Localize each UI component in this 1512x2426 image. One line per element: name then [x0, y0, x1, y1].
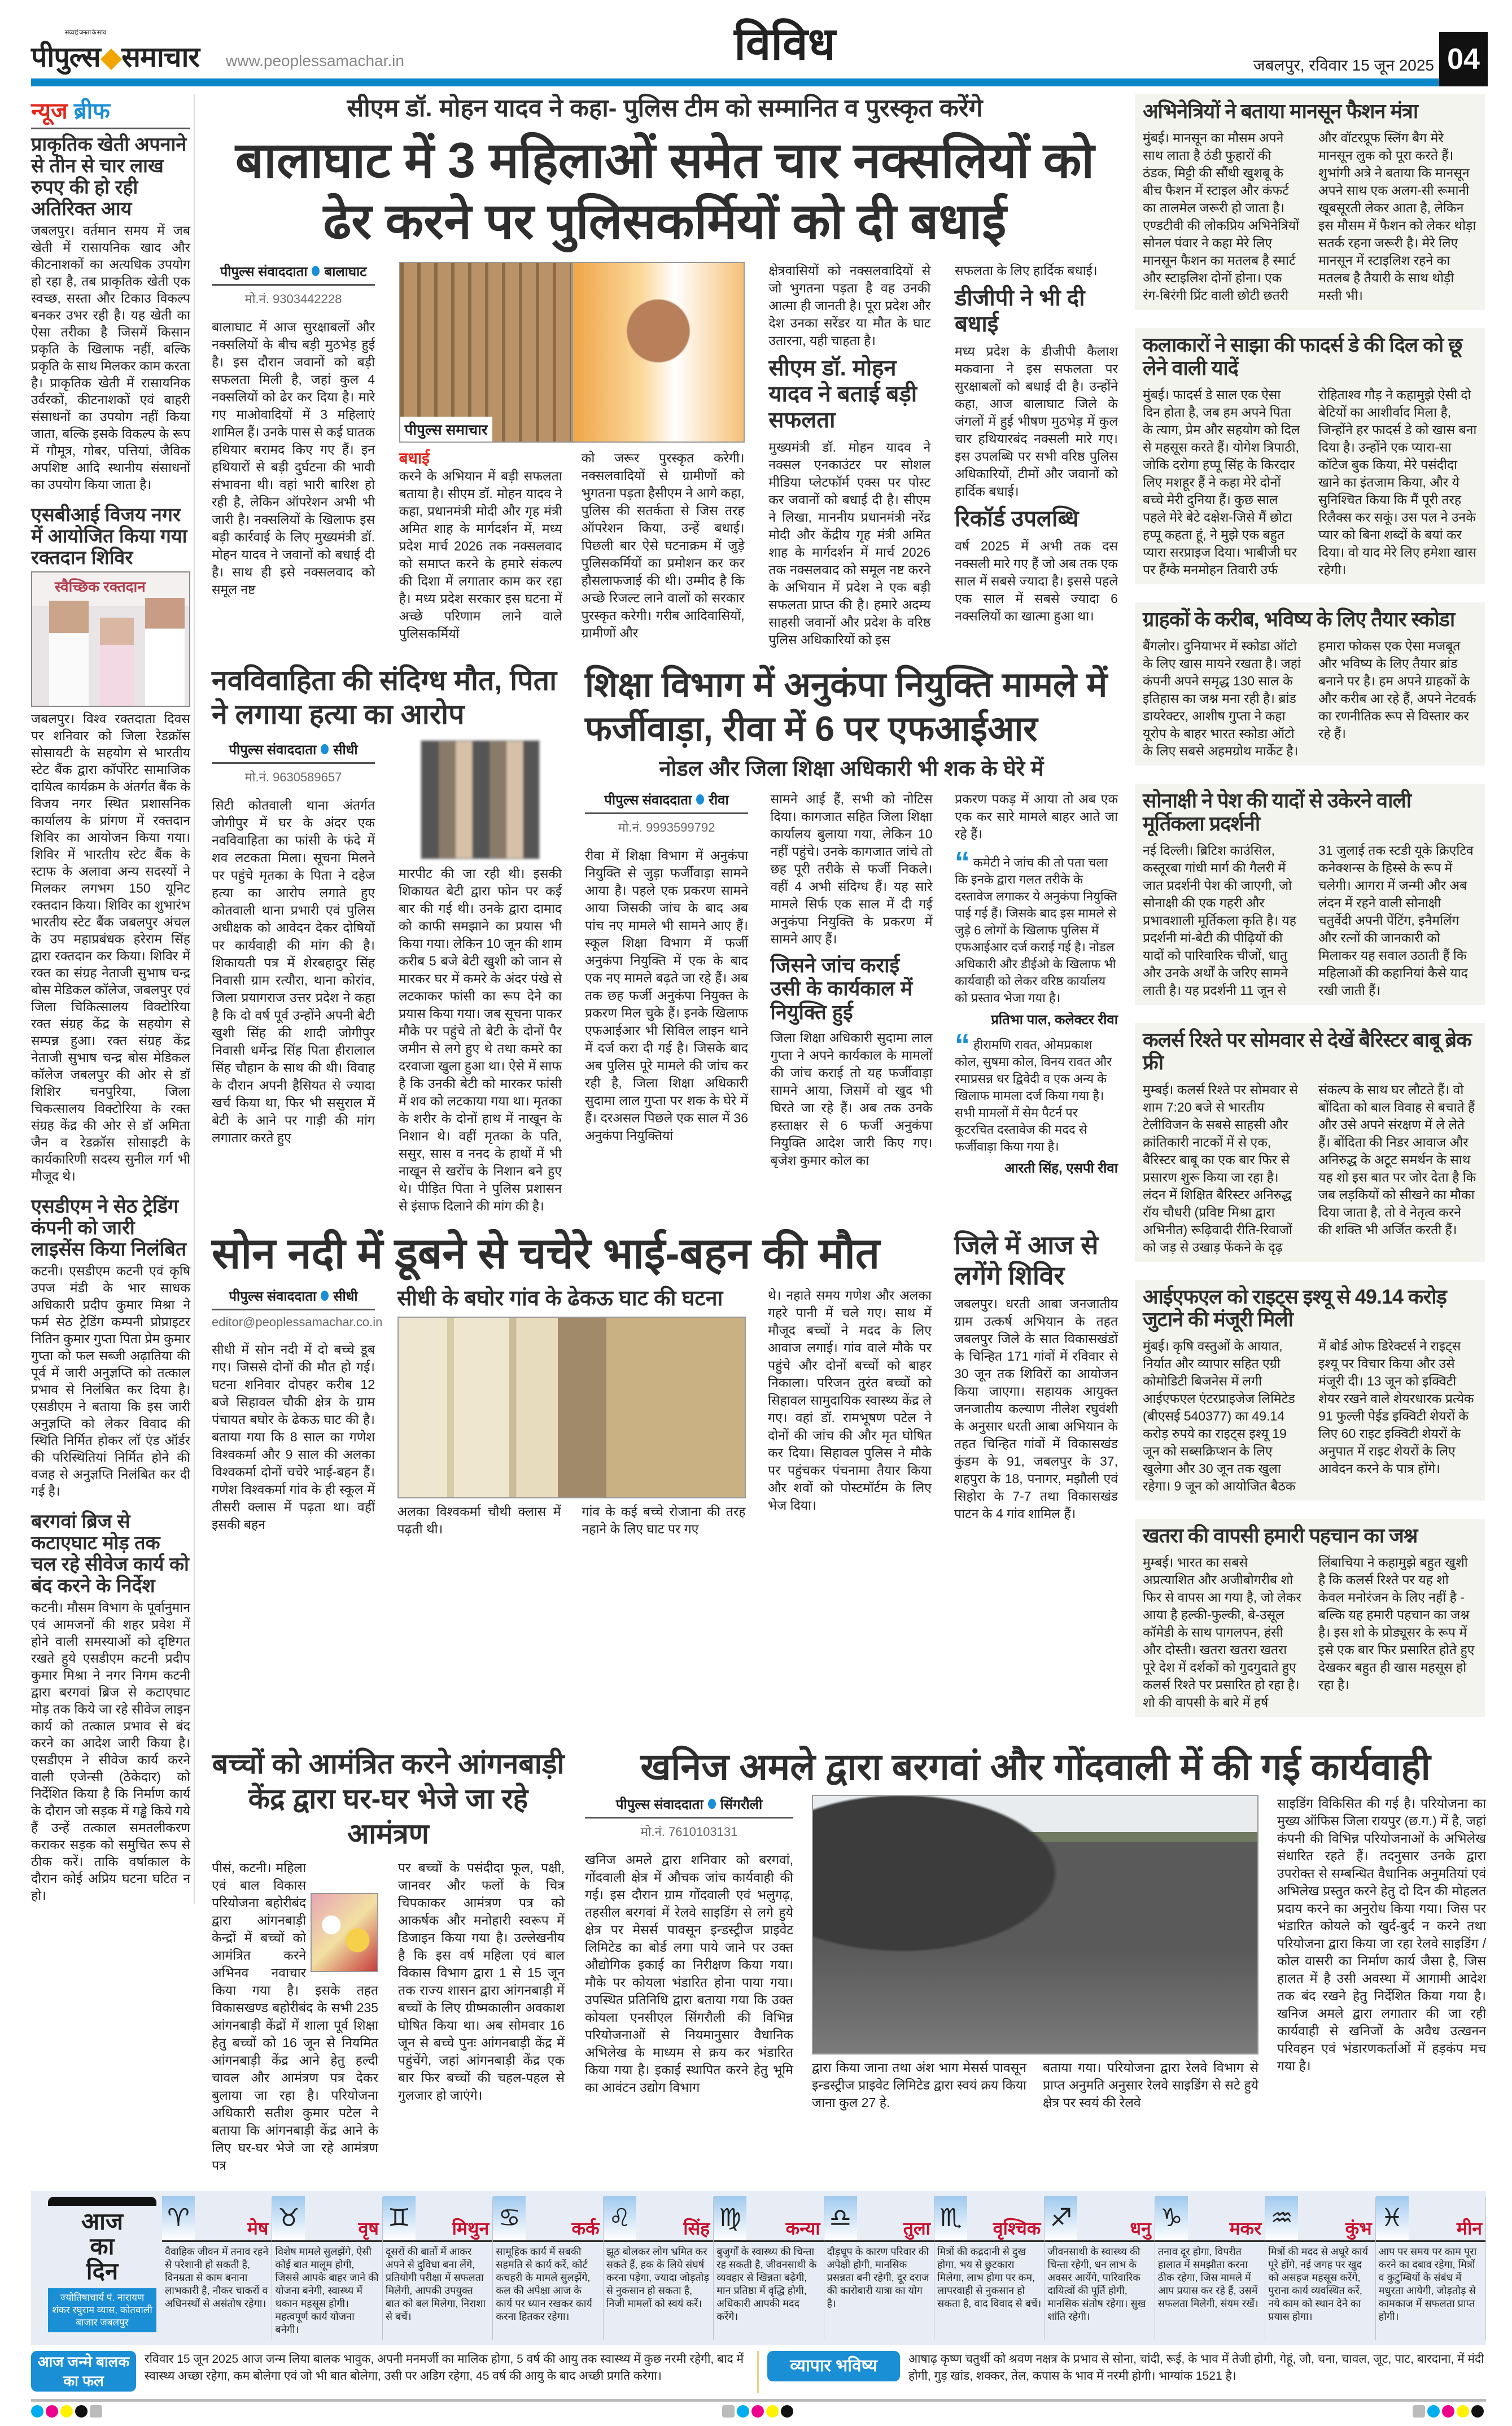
trade-forecast-text: आषाढ़ कृष्ण चतुर्थी को श्रवण नक्षत्र के प्रभाव से सोना, चांदी, रूई, के भाव में तेजी होगी, गेहूं, जौ, चना, चावल, जूट, पाट, बारदाना, में मंदी होगी, गुड़ खांड, शक्कर, तेल, कपास के भाव में नरमी होगी। भाग्यांक 1521 है। [908, 2353, 1484, 2383]
zodiac-cell-8 [1045, 2197, 1155, 2340]
brief-body: जबलपुर। विश्व रक्तदाता दिवस पर शनिवार को जिला रेडक्रॉस सोसायटी के सहयोग से भारतीय स्टेट बैंक द्वारा कॉर्पोरेट सामाजिक दायित्व कार्यक्रम के अंतर्गत बैंक के विजय नगर स्थित प्रशासनिक कार्यालय के प्रांगण में रक्तदान शिविर का आयोजन किया गया। शिविर में भारतीय स्टेट बैंक के स्टाफ के अलावा अन्य सदस्यों ने मिलकर लगभग 150 यूनिट रक्तदान किया। शिविर का शुभारंभ भारतीय स्टेट बैंक जबलपुर अंचल के उप महाप्रबंधक हरेराम सिंह द्वारा रक्तदान कर किया। शिविर में रक्त का संग्रह नेताजी सुभाष चन्द्र बोस मेडिकल कॉलेज, जबलपुर एवं जिला चिकित्सालय विक्टोरिया रक्त संग्रह केंद्र के सहयोग से सम्पन्न हुआ। रक्त संग्रह केंद्र नेताजी सुभाष चन्द्र बोस मेडिकल कॉलेज जबलपुर की ओर से डॉ शिशिर चनपुरिया, जिला चिकत्सालय विक्टोरिया के रक्त संग्रह केंद्र की ओर से डॉ अमिता जैन व रेडक्रॉस सोसाइटी के कार्यकारिणी सदस्य सुनील गर्ग भी मौजूद थे। [31, 711, 190, 1183]
trade-forecast-label: व्यापार भविष्य [767, 2351, 900, 2381]
zodiac-prediction: वैवाहिक जीवन में तनाव रहने से परेशानी हो सकती है, विनम्रता से काम बनाना लाभकारी है, नौकर चाकरों व अधिनस्थों से असंतोष रहेगा। [165, 2246, 269, 2310]
anganwadi-headline: बच्चों को आमंत्रित करने आंगनबाड़ी केंद्र द्वारा घर-घर भेजे जा रहे आमंत्रण [212, 1748, 565, 1850]
zodiac-sign-icon: ♒ [1265, 2196, 1298, 2240]
invitation-cards-photo [311, 1893, 378, 1972]
zodiac-name: वृष [358, 2218, 379, 2239]
entertainment-story: खतरा की वापसी हमारी पहचान का जश्न मुम्बई। भारत का सबसे अप्रत्याशित और अजीबोगरीब शो फिर से वापस आ गया है, जो लेकर आया है हल्की-फुल्की, बे-उसूल कॉमेडी के साथ पागलपन, हंसी और दोस्ती। खतरा खतरा खतरा पूरे देश में दर्शकों को गुदगुदाते हुए कलर्स रिश्ते पर प्रसारित हो रहा है। शो की वापसी के बारे में हर्ष लिंबाचिया ने कहामुझे बहुत खुशी है कि कलर्स रिश्ते पर यह शो केवल मनोरंजन के लिए नहीं है - बल्कि यह हमारी पहचान का जश्न है। इस शो के प्रोड्यूसर के रूप में इसे एक बार फिर प्रसारित होते हुए देखकर बहुत ही खास महसूस हो रहा है। [1135, 1519, 1485, 1717]
mining-col-2: द्वारा किया जाना तथा अंश भाग मेसर्स पावसून इन्डस्ट्रीज प्राइवेट लिमिटेड द्वारा स्वयं क्रय किया जाना कुल 27 हे. [812, 2060, 1026, 2110]
bride-col-2: मारपीट की जा रही थी। इसकी शिकायत बेटी द्वारा फोन पर कई बार की गई थी। उनके द्वारा दामाद को काफी समझाने का प्रयास भी किया गया। लेकिन 10 जून की शाम करीब 5 बजे बेटी खुशी को जान से मारकर घर में कमरे के अंदर पंखे से लटकाकर फांसी का रूप देने का प्रयास किया गया। जब सूचना पाकर मौके पर पहुंचे तो बेटी के दोनों पैर जमीन से लगे हुए थे तथा कमरे का दरवाजा खुला हुआ था। ऐसे में साफ है कि उनकी बेटी को मारकर फांसी में शव को लटकाया गया था। मृतका के शरीर के दोनों हाथ में नाखून के निशान थे। वहीं मृतका के पति, ससुर, सास व ननद के हाथों में भी नाखून से खरोंच के निशान बने हुए थे। पीड़ित पिता ने पुलिस प्रशासन से इंसाफ दिलाने की मांग की है। [399, 866, 562, 1214]
zodiac-sign-icon: ♍ [714, 2196, 746, 2240]
anganwadi-col-1: पीसं, कटनी। महिला एवं बाल विकास परियोजना बहोरीबंद द्वारा आंगनबाड़ी केन्द्रों में बच्चों को आमंत्रित करने अभिनव नवाचार किया गया है। इसके तहत विकासखण्ड बहोरीबंद के सभी 235 आंगनबाड़ी केंद्रों में शाला पूर्व शिक्षा हेतु बच्चों को 16 जून से नियमित आंगनबाड़ी केंद्र आने हेतु हल्दी चावल और आमंत्रण पत्र देकर बुलाया जा रहा है। परियोजना अधिकारी सतीश कुमार पटेल ने बताया कि आंगनबाड़ी केंद्र आने के लिए घर-घर भेजे जा रहे आमंत्रण पत्र [212, 1860, 378, 2173]
anganwadi-story [212, 1746, 565, 2174]
collector-quote: “ कमेटी ने जांच की तो पता चला कि इनके द्वारा गलत तरीके के दस्तावेज लगाकर ये अनुकंपा नियुक्ति पाई गई हैं। जिसके बाद इस मामले से जुड़े 6 लोगों के खिलाफ पुलिस में एफआईआर दर्ज कराई गई है। नोडल अधिकारी और डीईओ के खिलाफ भी कार्यवाही को लेकर वरिष्ठ कार्यालय को प्रस्ताव भेजा गया है। [955, 845, 1117, 1005]
zodiac-cell-11 [1376, 2197, 1486, 2340]
mining-col-4: साइडिंग विकिसित की गई है। परियोजना का मुख्य ऑफिस जिला रायपुर (छ.ग.) में है, जहां कंपनी की विभिन्न परियोजनाओं के अभिलेख संधारित रहते हैं। तदनुसार उनके द्वारा उपरोक्त से सम्बन्धित वैधानिक अनुमतियां एवं अभिलेख प्रस्तुत करने हेतु दो दिन की मोहलत प्रदाय करने का अनुरोध किया गया। जिस पर भंडारित कोयले को खुर्द-बुर्द न करने तथा परियोजना द्वारा किया जा रहा रेलवे साइडिंग / कोल वासरी का निर्माण कार्य जैसा है, जिस हालत में है उसी अवस्था में आगामी आदेश तक बंद रखने हेतु निर्देशित किया गया है। खनिज अमले द्वारा लगातार की जा रही कार्यवाही से खनिजों के अवैध उत्खनन परिवहन एवं भंडारणकर्ताओं में हड़कंप मच गया है। [1277, 1796, 1486, 2074]
mining-story [585, 1746, 1486, 2112]
zodiac-sign-icon: ♈ [162, 2196, 195, 2240]
zodiac-sign-icon: ♑ [1155, 2196, 1188, 2240]
zodiac-prediction: आप पर समय पर काम पूरा करने का दबाव रहेगा, मित्रों व कुटुम्बियों के संबंध में मधुरता आयेगी, जोड़तोड़ से कामकाज में सफलता प्राप्त होगी। [1378, 2246, 1477, 2323]
aaj-ka-din-box: आज का दिन ज्योतिषाचार्य पं. नारायण शंकर रघुराम व्यास, कोतवाली बाजार जबलपुर [48, 2197, 156, 2340]
quote-mark-icon: “ [955, 845, 970, 880]
born-today-label: आज जन्मे बालक का फल [31, 2351, 136, 2392]
edu-col-2: सामने आई हैं, सभी को नोटिस दिया। कागजात सहित जिला शिक्षा कार्यालय बुलाया गया, लेकिन 10 नहीं पहुंचे। उनके कागजात जांचे तो छह पूरी तरीके से फर्जी निकले। वहीं 4 अभी संदिग्ध हैं। यह सारे मामले सिर्फ एक साल में दी गई अनुकंपा नियुक्ति के प्रकरण में सामने आए हैं। जिसने जांच कराई उसी के कार्यकाल में नियुक्ति हुई जिला शिक्षा अधिकारी सुदामा लाल गुप्ता ने अपने कार्यकाल के मामलों की जांच कराई तो यह फर्जीवाड़ा सामने आया, जिसमें वो खुद भी घिरते जा रहे हैं। अब तक उनके हस्ताक्षर से 6 फर्जी अनुकंपा नियुक्ति आदेश जारी किए गए। बृजेश कुमार कोल का [770, 791, 933, 1168]
registration-marks-left [31, 2405, 104, 2420]
badhai-tag: बधाई [399, 449, 430, 467]
entertainment-story: सोनाक्षी ने पेश की यादों से उकेरने वाली मूर्तिकला प्रदर्शनी नई दिल्ली। ब्रिटिश काउंसिल, कस्तूरबा गांधी मार्ग की गैलरी में जात प्रदर्शनी पेश की जाएगी, जो सोनाक्षी की एक गहरी और प्रभावशाली मूर्तिकला कृति है। यह प्रदर्शनी मां-बेटी की पीढ़ियों की यादों को पारिवारिक चीजों, धातु और उनके अर्थों के जरिए सामने लाती है। यह प्रदर्शनी 11 जून से 31 जुलाई तक स्टडी यूके क्रिएटिव कनेक्शन्स के हिस्से के रूप में चलेगी। आगरा में जन्मी और अब लंदन में रहने वाली सोनाक्षी चतुर्वेदी अपनी पेंटिंग, इनैमलिंग और रत्नों की जानकारी को मिलाकर यह सवाल उठाती हैं कि महिलाओं की कहानियां कैसे याद रखी जाती हैं। [1135, 784, 1485, 1005]
bottom-rule [31, 2399, 1486, 2402]
zodiac-name: वृश्चिक [993, 2218, 1041, 2239]
photo-banner: स्वैच्छिक रक्तदान [55, 578, 146, 595]
river-col-1: सीधी में सोन नदी में दो बच्चे डूब गए। जिससे दोनों की मौत हो गई। घटना शनिवार दोपहर करीब 12 बजे सिहावल चौकी क्षेत्र के ग्राम पंचायत बघोर के ढेकऊ घाट की है। बताया गया कि 8 साल का गणेश विश्वकर्मा और 9 साल की अलका विश्वकर्मा दोनों चचेरे भाई-बहन हैं। गणेश विश्वकर्मा गांव के ही स्कूल में तीसरी क्लास में पढ़ता था। वहीं इसकी बहन [212, 1342, 375, 1532]
horoscope-band [31, 2191, 1486, 2345]
logo-tagline: सच्चाई जनता के साथ [65, 29, 106, 36]
zodiac-cell-1 [272, 2197, 382, 2340]
brief-headline: प्राकृतिक खेती अपनाने से तीन से चार लाख रुपए की हो रही अतिरिक्त आय [31, 134, 187, 220]
quote-mark-icon: “ [955, 1028, 970, 1062]
zodiac-sign-icon: ♎ [824, 2196, 857, 2240]
quote-attribution: आरती सिंह, एसपी रीवा [1004, 1160, 1118, 1176]
river-col-3: थे। नहाते समय गणेश और अलका गहरे पानी में चले गए। साथ में मौजूद बच्चों ने मदद के लिए आवाज लगाई। गांव वाले मौके पर पहुंचे और दोनों बच्चों को बाहर निकाला। परिजन तुरंत बच्चों को सिहावल सामुदायिक स्वास्थ्य केंद्र ले गए। वहां डॉ. रामभूषण पटेल ने दोनों की जांच की और मृत घोषित कर दिया। सिहावल पुलिस ने मौके पर पहुंचकर पंचनामा तैयार किया और शवों को पोस्टमॉर्टम के लिए भेज दिया। [768, 1288, 932, 1513]
born-today-text: रविवार 15 जून 2025 आज जन्म लिया बालक भावुक, अपनी मनमर्जी का मालिक होगा, 5 वर्ष की आयु तक स्वास्थ्य में कुछ नरमी रहेगी, बाद में स्वास्थ्य अच्छा रहेगा, कम बोलेगा एवं जो भी बात बोलेगा, उसी पर अडिग रहेगा, 45 वर्ष की आयु के बाद अच्छी प्रगति करेगा। [145, 2353, 744, 2383]
zodiac-sign-icon: ♉ [272, 2196, 305, 2240]
business-story: ग्राहकों के करीब, भविष्य के लिए तैयार स्कोडा बैंगलोर। दुनियाभर में स्कोडा ऑटो के लिए खास मायने रखता है। जहां कंपनी अपने समृद्ध 130 साल के इतिहास का जश्न मना रही है। ब्रांड डायरेक्टर, आशीष गुप्ता ने कहा यूरोप के बाहर भारत स्कोडा ऑटो के लिए सबसे अहमग्रोथ मार्केट है। हमारा फोकस एक ऐसा मजबूत और भविष्य के लिए तैयार ब्रांड बनाने पर है। हम अपने ग्राहकों के और करीब आ रहे हैं, अपने नेटवर्क का रणनीतिक रूप से विस्तार कर रहे हैं। [1135, 602, 1485, 766]
bride-col-1: सिटी कोतवाली थाना अंतर्गत जोगीपुर में घर के अंदर एक नवविवाहिता का फांसी के फंदे में शव लटकता मिला। सूचना मिलने पर पहुंचे मृतका के पिता ने दहेज हत्या का आरोप लगाते हुए कोतवाली थाना प्रभारी एवं पुलिस अधीक्षक को आवेदन देकर दोषियों पर कार्यवाही की मांग की है। शिकायती पत्र में शेरबहादुर सिंह निवासी ग्राम रत्यौरा, थाना कोरांव, जिला प्रयागराज उत्तर प्रदेश ने कहा है कि दो वर्ष पूर्व उन्होंने अपनी बेटी खुशी सिंह की शादी जोगीपुर निवासी धर्मेन्द्र सिंह पिता हीरालाल सिंह चौहान के साथ की थी। विवाह के दौरान अपनी हैसियत से ज्यादा खर्च किया था, फिर भी ससुराल में बेटी के आने पर गाड़ी की मांग लगातार करते हुए [212, 798, 375, 1146]
lead-headline: बालाघाट में 3 महिलाओं समेत चार नक्सलियों को ढेर करने पर पुलिसकर्मियों को दी बधाई [235, 132, 1095, 250]
lead-col-4: क्षेत्रवासियों को नक्सलवादियों से जो भुगतना पड़ता है वह उनकी आत्मा ही जानती है। पूरा प्रदेश और देश उनका सरेंडर या मौत के घाट उतारना, यही चाहता है। सीएम डॉ. मोहन यादव ने बताई बड़ी सफलता मुख्यमंत्री डॉ. मोहन यादव ने नक्सल एनकाउंटर पर सोशल मीडिया प्लेटफॉर्म एक्स पर पोस्ट कर जवानों को बधाई दी है। सीएम ने लिखा, माननीय प्रधानमंत्री नरेंद्र मोदी और केंद्रीय गृह मंत्री अमित शाह के मार्गदर्शन में मार्च 2026 तक नक्सलवाद को समूल नष्ट करने के अभियान में प्रदेश ने एक बड़ी सफलता प्राप्त की है। हमारे अदम्य साहसी जवानों और प्रदेश के वरिष्ठ पुलिस अधिकारियों को इस [768, 263, 931, 648]
zodiac-name: कुंभ [1345, 2218, 1372, 2239]
victim-blurred-photo [421, 740, 540, 859]
zodiac-name: मकर [1229, 2218, 1262, 2239]
zodiac-cell-10 [1265, 2197, 1375, 2340]
mining-byline: पीपुल्स संवाददाता सिंगरौली मो.नं. 7610103131 [585, 1795, 793, 1840]
lead-story [212, 262, 1118, 649]
river-story [212, 1230, 932, 1538]
camps-headline: जिले में आज से लगेंगे शिविर [954, 1230, 1099, 1291]
astrologer-credit: ज्योतिषाचार्य पं. नारायण शंकर रघुराम व्यास, कोतवाली बाजार जबलपुर [48, 2288, 156, 2332]
lead-kicker: सीएम डॉ. मोहन यादव ने कहा- पुलिस टीम को सम्मानित व पुरस्कृत करेंगे [347, 94, 983, 122]
river-subhead: सीधी के बघोर गांव के ढेकऊ घाट की घटना [397, 1287, 723, 1311]
bride-headline: नवविवाहिता की संदिग्ध मौत, पिता ने लगाया हत्या का आरोप [212, 665, 557, 731]
zodiac-name: मीन [1456, 2218, 1483, 2239]
zodiac-prediction: तनाव दूर होगा, विपरीत हालात में समझौता करना ठीक रहेगा, जिस मामले में आप प्रयास कर रहे हैं, उसमें सफलता मिलेगी, संयम रखें। [1157, 2246, 1258, 2310]
news-brief-column [31, 94, 195, 1904]
brief-headline: एसडीएम ने सेठ ट्रेडिंग कंपनी को जारी लाइसेंस किया निलंबित [31, 1195, 187, 1260]
zodiac-sign-icon: ♋ [493, 2196, 526, 2240]
zodiac-prediction: मित्रों की मदद से अधूरे कार्य पूरे होंगे, नई जगह पर खुद को असहज महसूस करेंगे, पुराना कार्य व्यवस्थित करें, नये काम को स्थान देने का प्रयास होगा। [1268, 2246, 1368, 2323]
zodiac-name: धनु [1130, 2218, 1151, 2239]
zodiac-cell-2 [383, 2197, 493, 2340]
river-headline: सोन नदी में डूबने से चचेरे भाई-बहन की मौत [212, 1230, 880, 1278]
logo-diamond-icon: ◆ [100, 41, 122, 73]
zodiac-prediction: बुजुर्गों के स्वास्थ्य की चिन्ता रह सकती है, जीवनसाथी के व्यवहार से खिन्नता बढ़ेगी, मान प्रतिष्ठा में वृद्धि होगी, अधिकारी आपकी मदद करेंगे। [716, 2246, 817, 2323]
edu-story [585, 663, 1118, 1185]
photo-caption-right: गांव के कई बच्चे रोजाना की तरह नहाने के लिए घाट पर गए [582, 1503, 746, 1536]
zodiac-prediction: विशेष मामले सुलझेंगे, ऐसी कोई बात मालूम होगी, जिससे आपके बाहर जाने की योजना बनेगी, स्वास्थ्य में थकान महसूस होगी। महत्वपूर्ण कार्य योजना बनेगी। [275, 2246, 379, 2336]
camps-body: जबलपुर। धरती आबा जनजातीय ग्राम उत्कर्ष अभियान के तहत जबलपुर जिले के सात विकासखंडों के चिन्हित 171 गांवों में रविवार से 30 जून तक शिविरों का आयोजन किया जाएगा। सहायक आयुक्त जनजातीय कल्याण नीलेश रघुवंशी के अनुसार धरती आबा अभियान के तहत चिन्हित गांवों में विकासखंड कुंडम के 91, जबलपुर के 37, शहपुरा के 18, पनागर, मझौली एवं सिहोरा के 7-7 तथा विकासखंड पाटन के 4 गांव शामिल हैं। [954, 1296, 1118, 1522]
registration-marks-center [722, 2405, 796, 2420]
sp-quote: “ हीरामणि रावत, ओमप्रकाश कोल, सुषमा कोल, विनय रावत और रमाप्रसन्न धर द्विवेदी व एक अन्य के खिलाफ मामला दर्ज किया गया है। सभी मामलों में सेम पैटर्न पर कूटरचित दस्तावेज की मदद से फर्जीवाड़ा किया गया है। [955, 1028, 1112, 1153]
lead-col-3: को जरूर पुरस्कृत करेगी। नक्सलवादियों से ग्रामीणों को भुगतना पड़ता हैसीएम ने आगे कहा, पुलिस की सतर्कता से जिस तरह ऑपरेशन किया, उन्हें बधाई। पिछली बार ऐसे घटनाक्रम में जुड़े पुलिसकर्मियों का प्रमोशन कर कर हौसलाफजाई की थी। उम्मीद है कि अच्छे रिजल्ट लाने वालों को सरकार पुरस्कृत करेगी। गरीब आदिवासियों, ग्रामीणों और [581, 451, 745, 641]
bottom-strip [31, 2351, 1486, 2393]
entertainment-story: अभिनेत्रियों ने बताया मानसून फैशन मंत्रा मुंबई। मानसून का मौसम अपने साथ लाता है ठंडी फुहारों की ठंडक, मिट्टी की सौंधी खुशबू के बीच फैशन में स्टाइल और कंफर्ट का तालमेल जरूरी हो जाता है। एण्डटीवी की लोकप्रिय अभिनेत्रियों सोनल पंवार ने कहा मेरे लिए मानसून फैशन का मतलब है स्मार्ट और स्टाइलिश दोनों होना। एक रंग-बिरंगी प्रिंट वाली छोटी छतरी और वॉटरप्रूफ स्लिंग बैग मेरे मानसून लुक को पूरा करते हैं। शुभांगी अत्रे ने बताया कि मानसून अपने साथ एक अलग-सी रूमानी खूबसूरती लेकर आता है, लेकिन इस मौसम में फैशन को लेकर थोड़ा सतर्क रहना जरूरी है। मेरे लिए मानसून में स्टाइलिश रहने का मतलब है तैयारी के साथ थोड़ी मस्ती भी। [1135, 94, 1485, 310]
zodiac-cell-4 [604, 2197, 714, 2340]
lead-col-1: बालाघाट में आज सुरक्षाबलों और नक्सलियों के बीच बड़ी मुठभेड़ हुई है। इस दौरान जवानों को बड़ी सफलता मिली है, जहां कुल 4 नक्सलियों को ढेर कर दिया है। मारे गए माओवादियों में 3 महिलाएं शामिल हैं। उनके पास से कई घातक हथियार बरामद किए गए हैं। इन हथियारों से बड़ी दुर्घटना की भावी संभावना थी। वहां भारी बारिश हो रही है, लेकिन ऑपरेशन अभी भी जारी है। नक्सलियों के खिलाफ इस बड़ी कार्रवाई के लिए मुख्यमंत्री डॉ. मोहन यादव ने जवानों को बधाई दी है। साथ ही इसे नक्सलवाद को समूल नष्ट [212, 320, 375, 597]
mining-headline: खनिज अमले द्वारा बरगवां और गोंदवाली में की गई कार्यवाही [640, 1746, 1431, 1788]
brief-body: कटनी। एसडीएम कटनी एवं कृषि उपज मंडी के भार साधक अधिकारी प्रदीप कुमार मिश्रा ने फर्म सेठ ट्रेडिंग कम्पनी प्रोप्राइटर नितिन कुमार गुप्ता पिता प्रेम कुमार गुप्ता को फल सब्जी अढ़ातिया की पूर्व में जारी अनुज्ञप्ति को तत्काल प्रभाव से निलंबित कर दिया है। एसडीएम ने बताया कि इस जारी अनुज्ञप्ति को लेकर विवाद की स्थिति निर्मित होकर लॉ एंड ऑर्डर की परिस्थितियां निर्मित होने की वजह से अनुज्ञप्ति निलंबित कर दी गई है। [31, 1263, 190, 1498]
zodiac-name: मेष [247, 2218, 269, 2239]
zodiac-prediction: दूसरों की बातों में आकर अपने से दुविधा बना लेंगे, प्रतियोगी परीक्षा में सफलता मिलेगी, आपकी उपयुक्त बात को बल मिलेगा, निराशा से बचें। [385, 2246, 486, 2323]
edu-deck: नोडल और जिला शिक्षा अधिकारी भी शक के घेरे में [659, 757, 1044, 781]
registration-marks-right [1413, 2405, 1486, 2420]
mining-col-1: खनिज अमले द्वारा शनिवार को बरगवां, गोंदवाली क्षेत्र में औचक जांच कार्यवाही की गई। इस दौरान ग्राम गोंदवाली एवं भलुगढ़, तहसील बरगवां में रेलवे साइडिंग से लगे हुये क्षेत्र पर मेसर्स पावसून इन्डस्ट्रीज प्राइवेट लिमिटेड का बोर्ड लगा पाये जाने पर उक्त औद्योगिक इकाई का निरीक्षण किया गया। मौके पर कोयला भंडारित होना पाया गया। उपस्थित प्रतिनिधि द्वारा बताया गया कि उक्त कोयला एनसीएल सिंगरौली की विभिन्न परियोजनाओं से नियमानुसार वैधानिक अभिलेख के माध्यम से क्रय कर भंडारित किया गया है। इकाई स्थापित करने हेतु भूमि का आवंटन उद्योग विभाग [585, 1852, 793, 2095]
website-url: www.peoplessamachar.in [226, 52, 404, 69]
lead-subhead: सीएम डॉ. मोहन यादव ने बताई बड़ी सफलता [768, 356, 917, 433]
anganwadi-col-2: पर बच्चों के पसंदीदा फूल, पक्षी, जानवर और फलों के चित्र चिपकाकर आमंत्रण पत्र को आकर्षक और मनोहारी स्वरूप में डिजाइन किया गया है। उल्लेखनीय है कि इस वर्ष महिला एवं बाल विकास विभाग द्वारा 1 से 15 जून तक राज्य शासन द्वारा आंगनबाड़ी में बच्चों के लिए ग्रीष्मकालीन अवकाश घोषित किया था। अब सोमवार 16 जून से बच्चे पुनः आंगनबाड़ी केंद्र में पहुंचेंगे, जहां आंगनबाड़ी केंद्र एक बार फिर बच्चों की चहल-पहल से गुलजार हो जाएंगे। [398, 1860, 565, 2103]
news-brief-label: न्यूज ब्रीफ [31, 94, 190, 129]
zodiac-name: तुला [903, 2218, 930, 2239]
lead-col-5: सफलता के लिए हार्दिक बधाई। डीजीपी ने भी दी बधाई मध्य प्रदेश के डीजीपी कैलाश मकवाना ने इस सफलता पर सुरक्षाबलों को बधाई दी है। उन्होंने कहा, आज बालाघाट जिले के जंगलों में हुई भीषण मुठभेड़ में कुल चार हथियारबंद नक्सली मारे गए। इस उपलब्धि पर सभी वरिष्ठ पुलिस अधिकारियों, टीमों और जवानों को हार्दिक बधाई। रिकॉर्ड उपलब्धि वर्ष 2025 में अभी तक दस नक्सली मारे गए हैं जो अब तक एक साल में सबसे ज्यादा है। इससे पहले एक साल में सबसे ज्यादा 6 नक्सलियों का खात्मा हुआ था। [954, 263, 1118, 624]
peoples-samachar-overlay-logo: पीपुल्स समाचार [400, 417, 492, 442]
edu-subhead: जिसने जांच कराई उसी के कार्यकाल में नियुक्ति हुई [770, 953, 913, 1024]
coal-stockpile-photo [812, 1795, 1258, 2055]
zodiac-sign-icon: ♓ [1376, 2196, 1409, 2240]
zodiac-name: कर्क [571, 2218, 600, 2239]
zodiac-name: मिथुन [452, 2218, 490, 2239]
zodiac-prediction: जीवनसाथी के स्वास्थ्य की चिन्ता रहेगी, धन लाभ के अवसर आयेंगे, पारिवारिक दायित्वों की पूर्ति होगी, मानसिक संतोष रहेगा। सुख शांति रहेगी। [1047, 2246, 1146, 2323]
zodiac-cell-9 [1155, 2197, 1265, 2340]
entertainment-story: कलाकारों ने साझा की फादर्स डे की दिल को छू लेने वाली यादें मुंबई। फादर्स डे साल एक ऐसा दिन होता है, जब हम अपने पिता के त्याग, प्रेम और सहयोग को दिल से महसूस करते हैं। योगेश त्रिपाठी, जोकि दरोगा हप्पू सिंह के किरदार लिए मशहूर हैं ने कहा मेरे दोनों बच्चे मेरी दुनिया हैं। कुछ साल पहले मेरे बेटे दक्षेश-जिसे मैं छोटा हप्पू कहता हूं, ने मुझे एक बहुत प्यारा सरप्राइज दिया। भाबीजी घर पर हैंग्के मनमोहन तिवारी उर्फ रोहिताश्व गौड़ ने कहामुझे ऐसी दो बेटियों का आशीर्वाद मिला है, जिन्होंने हर फादर्स डे को खास बना दिया है। उन्होंने एक प्यारा-सा कॉटेज बुक किया, मेरे पसंदीदा खाने का इंतजाम किया, और ये सुनिश्चित किया कि मैं पूरी तरह रिलैक्स कर सकूं। उस पल ने उनके प्यार को बिना शब्दों के बयां कर दिया। वो याद मेरे लिए हमेशा खास रहेगी। [1135, 328, 1485, 584]
zodiac-cell-5 [714, 2197, 824, 2340]
zodiac-sign-icon: ♏ [934, 2196, 967, 2240]
cm-portrait-photo [572, 262, 745, 443]
entertainment-story: कलर्स रिश्ते पर सोमवार से देखें बैरिस्टर बाबू ब्रेक फ्री मुम्बई। कलर्स रिश्ते पर सोमवार से शाम 7:20 बजे से भारतीय टेलीविजन के सबसे साहसी और क्रांतिकारी नाटकों में से एक, बैरिस्टर बाबू का एक बार फिर से प्रसारण शुरू किया जा रहा है। लंदन में शिक्षित बैरिस्टर अनिरुद्ध रॉय चौधरी (प्रविष्ट मिश्रा द्वारा अभिनीत) रूढ़िवादी रीति-रिवाजों को जड़ से उखाड़ फेंकने के दृढ़ संकल्प के साथ घर लौटते हैं। वो बोंदिता को बाल विवाह से बचाते हैं और उसे अपने संरक्षण में ले लेते हैं। बोंदिता की निडर आवाज और अनिरुद्ध के अटूट समर्थन के साथ यह शो इस बात पर जोर देता है कि जब लड़कियों को सीखने का मौका दिया जाता है, तो वे नेतृत्व करने की शक्ति भी अर्जित करती हैं। [1135, 1023, 1485, 1262]
lead-col-2: करने के अभियान में बड़ी सफलता बताया है। सीएम डॉ. मोहन यादव ने कहा, प्रधानमंत्री मोदी और गृह मंत्री अमित शाह के मार्गदर्शन में, मध्य प्रदेश मार्च 2026 तक नक्सलवाद को समाप्त करने के हमारे संकल्प की दिशा में लगातार काम कर रहा है। मध्य प्रदेश सरकार इस घटना में अच्छे परिणाम लाने वाले पुलिसकर्मियों [399, 469, 562, 641]
edu-col-3: प्रकरण पकड़ में आया तो अब एक एक कर सारे मामले बाहर आते जा रहे हैं। “ कमेटी ने जांच की तो पता चला कि इनके द्वारा गलत तरीके के दस्तावेज लगाकर ये अनुकंपा नियुक्ति पाई गई हैं। जिसके बाद इस मामले से जुड़े 6 लोगों के खिलाफ पुलिस में एफआईआर दर्ज कराई गई है। नोडल अधिकारी और डीईओ के खिलाफ भी कार्यवाही को लेकर वरिष्ठ कार्यालय को प्रस्ताव भेजा गया है। प्रतिभा पाल, कलेक्टर रीवा “ हीरामणि रावत, ओमप्रकाश कोल, सुषमा कोल, विनय रावत और रमाप्रसन्न धर द्विवेदी व एक अन्य के खिलाफ मामला दर्ज किया गया है। सभी मामलों में सेम पैटर्न पर कूटरचित दस्तावेज की मदद से फर्जीवाड़ा किया गया है। आरती सिंह, एसपी रीवा [955, 791, 1118, 1176]
zodiac-name: सिंह [683, 2218, 710, 2239]
bride-story [212, 663, 562, 1215]
center-column [212, 94, 1118, 1538]
lead-subhead: डीजीपी ने भी दी बधाई [954, 286, 1085, 337]
brief-headline: बरगवां ब्रिज से कटाएघाट मोड़ तक चल रहे सीवेज कार्य को बंद करने के निर्देश [31, 1510, 189, 1597]
page-number: 04 [1439, 32, 1488, 86]
zodiac-prediction: मित्रों की कद्रदानी से दुख होगा, भय से छुटकारा मिलेगा, लाभ होगा पर कम, लापरवाही से नुकसान हो सकता है, वाद विवाद से बचें। [937, 2246, 1042, 2310]
river-byline: पीपुल्स संवाददाता सीधी editor@peoplessamachar.co.in [212, 1287, 375, 1330]
brief-body: जबलपुर। वर्तमान समय में जब खेती में रासायनिक खाद और कीटनाशकों का अत्यधिक उपयोग हो रहा है, तब प्राकृतिक खेती एक स्वच्छ, सस्ता और टिकाउ विकल्प बनकर उभर रही है। यह खेती का ऐसा तरीका है जिसमें किसान प्रकृति के खिलाफ नहीं, बल्कि प्रकृति के साथ मिलकर काम करता है। प्राकृतिक खेती में रासायनिक उर्वरकों, कीटनाशकों एवं बाहरी संसाधनों का उपयोग नहीं किया जाता, बल्कि इसके विकल्प के रूप में गौमूत्र, गोबर, पत्तियां, जैविक अपशिष्ट आदि स्थानीय संसाधनों का उपयोग किया जाता है। [31, 223, 190, 492]
quote-attribution: प्रतिभा पाल, कलेक्टर रीवा [991, 1012, 1118, 1028]
edu-headline: शिक्षा विभाग में अनुकंपा नियुक्ति मामले में फर्जीवाड़ा, रीवा में 6 पर एफआईआर [585, 666, 1108, 749]
encounter-forest-photo [399, 262, 572, 443]
bride-byline: पीपुल्स संवाददाता सीधी मो.नं. 9630589657 [212, 740, 375, 785]
strip-divider [757, 2351, 759, 2393]
right-column [1135, 94, 1485, 1735]
zodiac-prediction: दौड़धूप के कारण परिवार की अपेक्षी होगी, मानसिक प्रसन्नता बनी रहेगी, दूर दराज की कारोबारी यात्रा का योग है। [827, 2246, 929, 2310]
mining-col-3: बताया गया। परियोजना द्वारा रेलवे विभाग से प्राप्त अनुमति अनुसार रेलवे साइडिंग से सटे हुये क्षेत्र पर स्वयं की रेलवे [1043, 2060, 1258, 2110]
brief-body: कटनी। मौसम विभाग के पूर्वानुमान एवं आमजनों की शहर प्रवेश में होने वाली समस्याओं को दृष्टिगत रखते हुये एसडीएम कटनी प्रदीप कुमार मिश्रा ने नगर निगम कटनी द्वारा बरगवां ब्रिज से कटाएघाट मोड़ तक किये जा रहे सीवेज लाइन कार्य को तत्काल प्रभाव से बंद करने का आदेश जारी किया है। एसडीएम ने सीवेज कार्य करने वाली एजेन्सी (ठेकेदार) को निर्देशित किया है कि निर्माण कार्य के दौरान जो सड़क में गड्ढे किये गये हैं उन्हें तत्काल समतलीकरण कराकर सड़क को समुचित रूप से ठीक करें। ताकि वर्षाकाल के दौरान कोई अप्रिय घटना घटित न हो। [31, 1600, 190, 1903]
masthead-logo: सच्चाई जनता के साथ पीपुल्स◆समाचार [31, 29, 199, 73]
business-story: आईएफएल को राइट्स इश्यू से 49.14 करोड़ जुटाने की मंजूरी मिली मुंबई। कृषि वस्तुओं के आयात, निर्यात और व्यापार सहित एग्री कोमोडिटी बिजनेस में लगी आईएफएल एंटरप्राइजेज लिमिटेड (बीएसई 540377) का 49.14 करोड़ रुपये का राइट्स इश्यू 19 जून को सब्सक्रिप्शन के लिए खुलेगा और 30 जून तक खुला रहेगा। 9 जून को आयोजित बैठक में बोर्ड ओफ डिरेक्टर्स ने राइट्स इश्यू पर विचार किया और उसे मंजूरी दी। 13 जून को इक्विटी शेयर रखने वाले शेयरधारक प्रत्येक 91 फुल्ली पेईड इक्विटी शेयरों के लिए 60 राइट इक्विटी शेयरों के अनुपात में राइट शेयरों के लिए आवेदन करने के पात्र होंगे। [1135, 1280, 1485, 1501]
main-area [212, 94, 1486, 2174]
zodiac-cell-3 [493, 2197, 603, 2340]
dateline: जबलपुर, रविवार 15 जून 2025 [1253, 56, 1434, 74]
edu-byline: पीपुल्स संवाददाता रीवा मो.नं. 9993599792 [585, 790, 748, 836]
zodiac-sign-icon: ♌ [604, 2196, 636, 2240]
zodiac-prediction: सामूहिक कार्य में सबकी सहमति से कार्य करें, कोर्ट कचहरी के मामले सुलझेंगे, कल की अपेक्षा आज के कार्य पर ध्यान रखकर कार्य करना हितकर रहेगा। [496, 2246, 592, 2323]
photo-caption-left: अलका विश्वकर्मा चौथी क्लास में पढ़ती थी। [397, 1503, 561, 1536]
zodiac-sign-icon: ♐ [1045, 2196, 1077, 2240]
page-grid [31, 94, 1486, 2174]
brief-headline: एसबीआई विजय नगर में आयोजित किया गया रक्तदान शिविर [31, 504, 187, 569]
blood-donation-photo [31, 571, 190, 707]
zodiac-name: कन्या [785, 2218, 820, 2239]
zodiac-cell-0 [162, 2197, 272, 2340]
registration-marks [31, 2405, 1486, 2420]
section-title: विविध [734, 19, 836, 69]
zodiac-cell-7 [934, 2197, 1045, 2340]
lead-subhead: रिकॉर्ड उपलब्धि [954, 506, 1079, 532]
zodiac-prediction: झूठ बोलकर लोग भ्रमित कर सकते हैं, हक के लिये संघर्ष करना पड़ेगा, ज्यादा जोड़तोड़ से नुकसान हो सकता है, निजी मामलों को स्वयं करें। [606, 2246, 709, 2310]
bridge-ghat-photo [397, 1317, 746, 1498]
zodiac-sign-icon: ♊ [383, 2196, 416, 2240]
header-rule [31, 78, 1439, 86]
edu-col-1: रीवा में शिक्षा विभाग में अनुकंपा नियुक्ति से जुड़ा फर्जीवाड़ा सामने आया है। पहले एक प्रकरण सामने आया जिसकी जांच के बाद अब पांच नए मामले भी सामने आए हैं। स्कूल शिक्षा विभाग में फर्जी अनुकंपा नियुक्ति में एक के बाद एक नए मामले बढ़ते जा रहे हैं। अब तक छह फर्जी अनुकंपा नियुक्त के प्रकरण मिल चुके हैं। इनके खिलाफ एफआईआर भी सिविल लाइन थाने में दर्ज करा दी गई है। जिसके बाद अब पुलिस पूरे मामले की जांच कर रही है, जिला शिक्षा अधिकारी सुदामा लाल गुप्ता पर शक के घेरे में हैं। दरअसल पिछले एक साल में 36 अनुकंपा नियुक्तियां [585, 847, 748, 1143]
zodiac-cell-6 [824, 2197, 934, 2340]
lead-byline: पीपुल्स संवाददाता बालाघाट मो.नं. 9303442228 [212, 262, 375, 307]
